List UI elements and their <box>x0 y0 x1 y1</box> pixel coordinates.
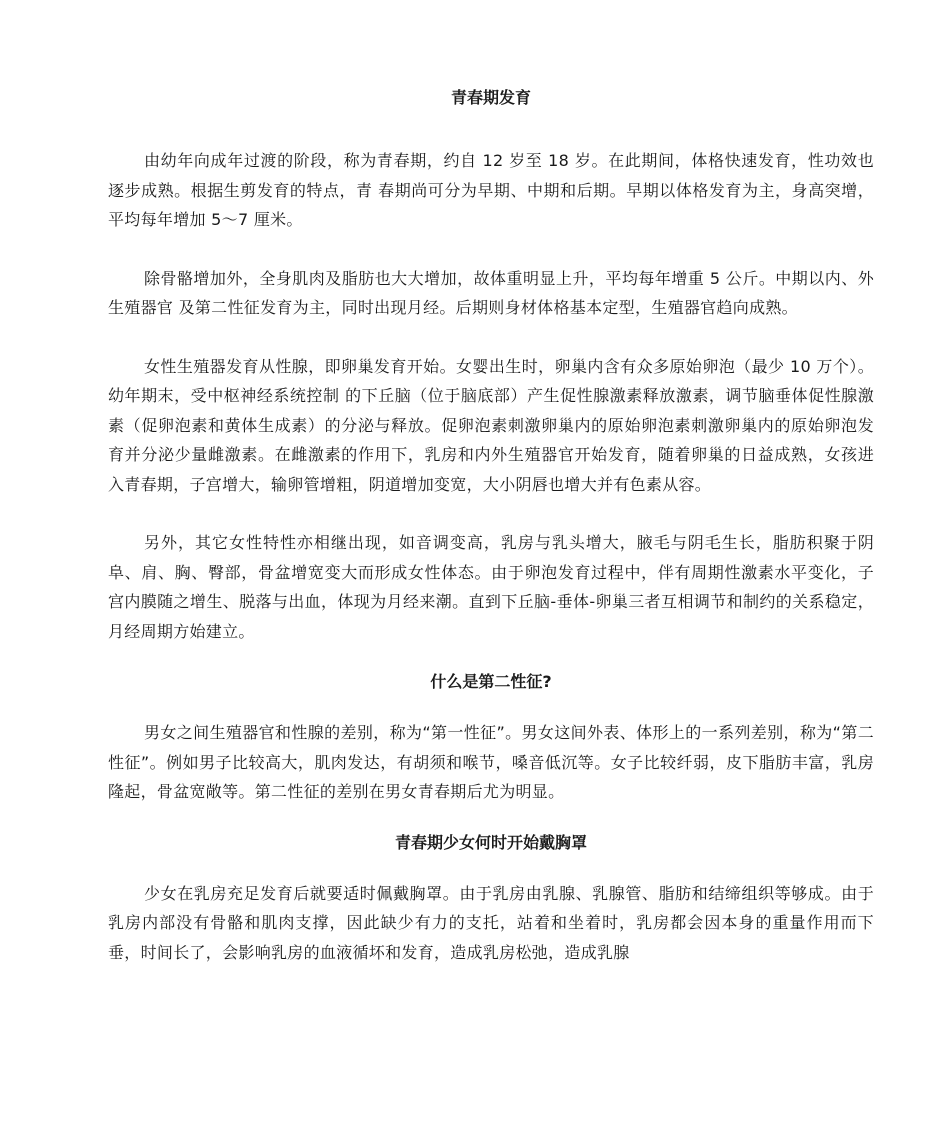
paragraph-female-characteristics: 另外，其它女性特性亦相继出现，如音调变高，乳房与乳头增大，腋毛与阴毛生长，脂肪积聚于阴阜、肩、胸、臀部，骨盆增宽变大而形成女性体态。由于卵泡发育过程中，伴有周期性激素水平变化，子宫内膜随之增生、脱落与出血，体现为月经来潮。直到下丘脑-垂体-卵巢三者互相调节和制约的关系稳定，月经周期方始建立。 <box>108 533 874 641</box>
section-heading-puberty: 青春期发育 <box>450 88 531 107</box>
section-heading-bra: 青春期少女何时开始戴胸罩 <box>394 832 587 852</box>
paragraph-puberty-middle-stage: 除骨骼增加外，全身肌肉及脂肪也大大增加，故体重明显上升，平均每年增重 5 公斤。中期以内、外生殖器官 及第二性征发育为主，同时出现月经。后期则身材体格基本定型，生殖器官趋向成熟。 <box>108 268 874 317</box>
paragraph-bra-advice: 少女在乳房充足发育后就要适时佩戴胸罩。由于乳房由乳腺、乳腺管、脂肪和结缔组织等够成。由于乳房内部没有骨骼和肌肉支撑，因此缺少有力的支托，站着和坐着时，乳房都会因本身的重量作用而下垂，时间长了，会影响乳房的血液循坏和发育，造成乳房松弛，造成乳腺 <box>108 883 874 962</box>
paragraph-secondary-sex-definition: 男女之间生殖器官和性腺的差别，称为“第一性征”。男女这间外表、体形上的一系列差别，称为“第二性征”。例如男子比较高大，肌肉发达，有胡须和喉节，嗓音低沉等。女子比较纤弱，皮下脂肪丰富，乳房隆起，骨盆宽敞等。第二性征的差别在男女青春期后尤为明显。 <box>108 723 874 801</box>
document-page <box>108 84 874 967</box>
section-heading-secondary-sex: 什么是第二性征? <box>430 672 552 691</box>
paragraph-ovary-development: 女性生殖器发育从性腺，即卵巢发育开始。女婴出生时，卵巢内含有众多原始卵泡（最少 10 万个）。幼年期末，受中枢神经系统控制 的下丘脑（位于脑底部）产生促性腺激素释放激素，调节脑垂体促性腺激素（促卵泡素和黄体生成素）的分泌与释放。促卵泡素刺激卵巢内的原始卵泡素刺激卵巢内的原始卵泡发育并分泌少量雌激素。在雌激素的作用下，乳房和内外生殖器官开始发育，随着卵巢的日益成熟，女孩进入青春期，子宫增大，输卵管增粗，阴道增加变宽，大小阴唇也增大并有色素从容。 <box>108 356 874 494</box>
paragraph-puberty-definition: 由幼年向成年过渡的阶段，称为青春期，约自 12 岁至 18 岁。在此期间，体格快速发育，性功效也逐步成熟。根据生剪发育的特点，青 春期尚可分为早期、中期和后期。早期以体格发育为主，身高突增， 平均每年增加 5～7 厘米。 <box>108 151 874 229</box>
